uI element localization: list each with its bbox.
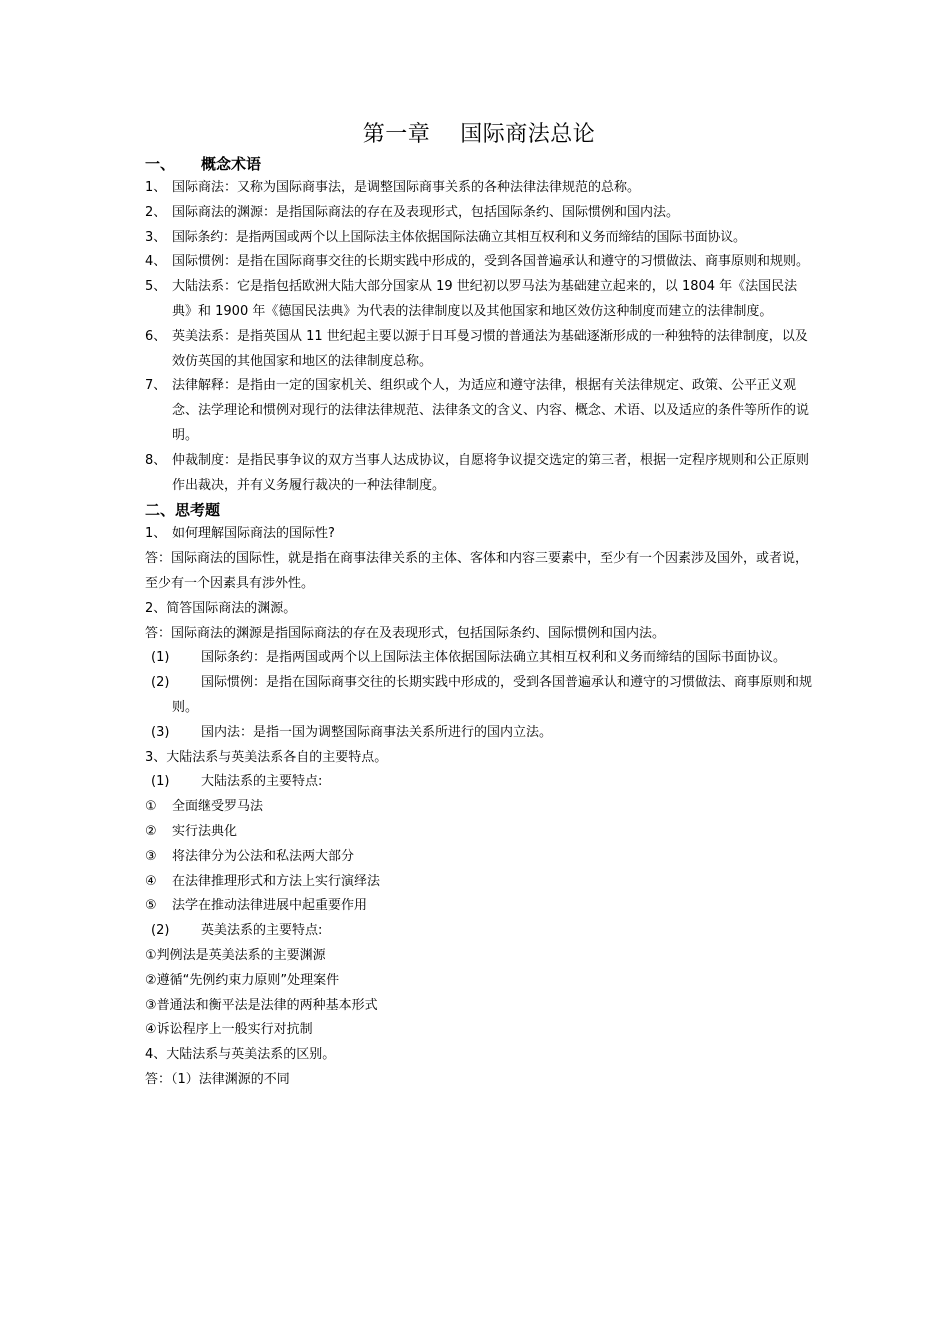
list-item: ③普通法和衡平法是法律的两种基本形式 [145,997,378,1013]
list-item [145,845,813,870]
common-law-heading [145,919,813,944]
list-item [145,250,813,275]
item-text: 法学在推动法律进展中起重要作用 [172,898,368,914]
question-4: 4、大陆法系与英美法系的区别。 [145,1047,336,1063]
item-number: ④ [145,873,157,889]
question-number: 1、 [145,526,167,542]
item-text: 国际商法：又称为国际商事法，是调整国际商事关系的各种法律法律规范的总称。 [172,180,641,195]
item-text: 仲裁制度：是指民事争议的双方当事人达成协议，自愿将争议提交选定的第三者，根据一定程序规则和公正原则作出裁决，并有义务履行裁决的一种法律制度。 [172,452,810,493]
item-text: 实行法典化 [172,823,238,839]
list-item [145,325,813,375]
item-number: 8、 [145,452,167,468]
list-item: ④诉讼程序上一般实行对抗制 [145,1022,313,1038]
civil-law-heading [145,770,813,795]
sub-item [145,721,813,746]
item-number: 5、 [145,279,167,295]
sub-item-text: 国际条约：是指两国或两个以上国际法主体依据国际法确立其相互权利和义务而缔结的国际书面协议。 [201,650,787,666]
item-number: 1、 [145,180,167,195]
section-heading-questions: 二、思考题 [145,501,221,520]
item-text: 英美法系：是指英国从 11 世纪起主要以源于日耳曼习惯的普通法为基础逐渐形成的一种独特的法律制度，以及效仿英国的其他国家和地区的法律制度总称。 [172,328,808,369]
list-item [145,176,813,201]
item-number: ③ [145,848,157,864]
item-text: 全面继受罗马法 [172,799,264,815]
item-number: 6、 [145,328,167,344]
sub-item-text: 国际惯例：是指在国际商事交往的长期实践中形成的，受到各国普遍承认和遵守的习惯做法、商事原则和规则。 [172,675,813,715]
question-3: 3、大陆法系与英美法系各自的主要特点。 [145,749,388,765]
item-text: 国际惯例：是指在国际商事交往的长期实践中形成的，受到各国普遍承认和遵守的习惯做法、商事原则和规则。 [172,254,810,270]
item-text: 法律解释：是指由一定的国家机关、组织或个人，为适应和遵守法律，根据有关法律规定、政策、公平正义观念、法学理论和惯例对现行的法律法律规范、法律条文的含义、内容、概念、术语、以及适应的条件等所作的说明。 [172,378,810,443]
list-item [145,795,813,820]
item-text: 将法律分为公法和私法两大部分 [172,848,355,864]
list-item [145,870,813,895]
document-body [145,120,813,1093]
item-number: ② [145,823,157,839]
sub-item [145,671,813,721]
answer-1: 答：国际商法的国际性，就是指在商事法律关系的主体、客体和内容三要素中，至少有一个因素涉及国外，或者说，至少有一个因素具有涉外性。 [145,551,809,591]
list-item [145,201,813,226]
list-item [145,374,813,448]
list-item: ②遵循“先例约束力原则”处理案件 [145,972,340,988]
list-item [145,820,813,845]
item-number: ① [145,799,157,815]
question-2: 2、简答国际商法的渊源。 [145,600,297,616]
item-number: 4、 [145,254,167,270]
sub-item-number: (2) [151,923,170,939]
list-item [145,226,813,251]
item-number: ⑤ [145,898,157,914]
item-number: 3、 [145,229,167,245]
answer-4: 答：（1）法律渊源的不同 [145,1071,290,1087]
sub-item-number: (3) [151,724,170,740]
item-text: 国际条约：是指两国或两个以上国际法主体依据国际法确立其相互权利和义务而缔结的国际书面协议。 [172,229,746,245]
list-item: ①判例法是英美法系的主要渊源 [145,947,326,963]
question-text: 如何理解国际商法的国际性? [172,526,335,542]
sub-item-number: (1) [151,774,170,790]
list-item [145,894,813,919]
section-title: 概念术语 [201,155,262,173]
list-item [145,275,813,325]
section-heading-concepts [145,152,813,176]
list-item [145,449,813,499]
item-text: 在法律推理形式和方法上实行演绎法 [172,873,381,889]
sub-item-text: 国内法：是指一国为调整国际商事法关系所进行的国内立法。 [201,724,553,740]
sub-item [145,646,813,671]
concept-list [145,176,813,498]
question-1 [145,522,813,547]
item-number: 7、 [145,378,167,394]
sub-item-text: 大陆法系的主要特点: [201,774,323,790]
sub-item-number: (1) [151,650,170,666]
sub-item-text: 英美法系的主要特点: [201,923,323,939]
item-text: 大陆法系：它是指包括欧洲大陆大部分国家从 19 世纪初以罗马法为基础建立起来的，以 1804 年《法国民法典》和 1900 年《德国民法典》为代表的法律制度以及其他国家和地区效仿这种制度而建立的法律制度。 [172,279,798,319]
sub-item-number: (2) [151,675,170,691]
section-number: 一、 [145,155,176,173]
item-number: 2、 [145,204,167,220]
chapter-title: 第一章 国际商法总论 [362,122,596,147]
answer-2: 答：国际商法的渊源是指国际商法的存在及表现形式，包括国际条约、国际惯例和国内法。 [145,625,666,641]
item-text: 国际商法的渊源：是指国际商法的存在及表现形式，包括国际条约、国际惯例和国内法。 [172,204,680,220]
